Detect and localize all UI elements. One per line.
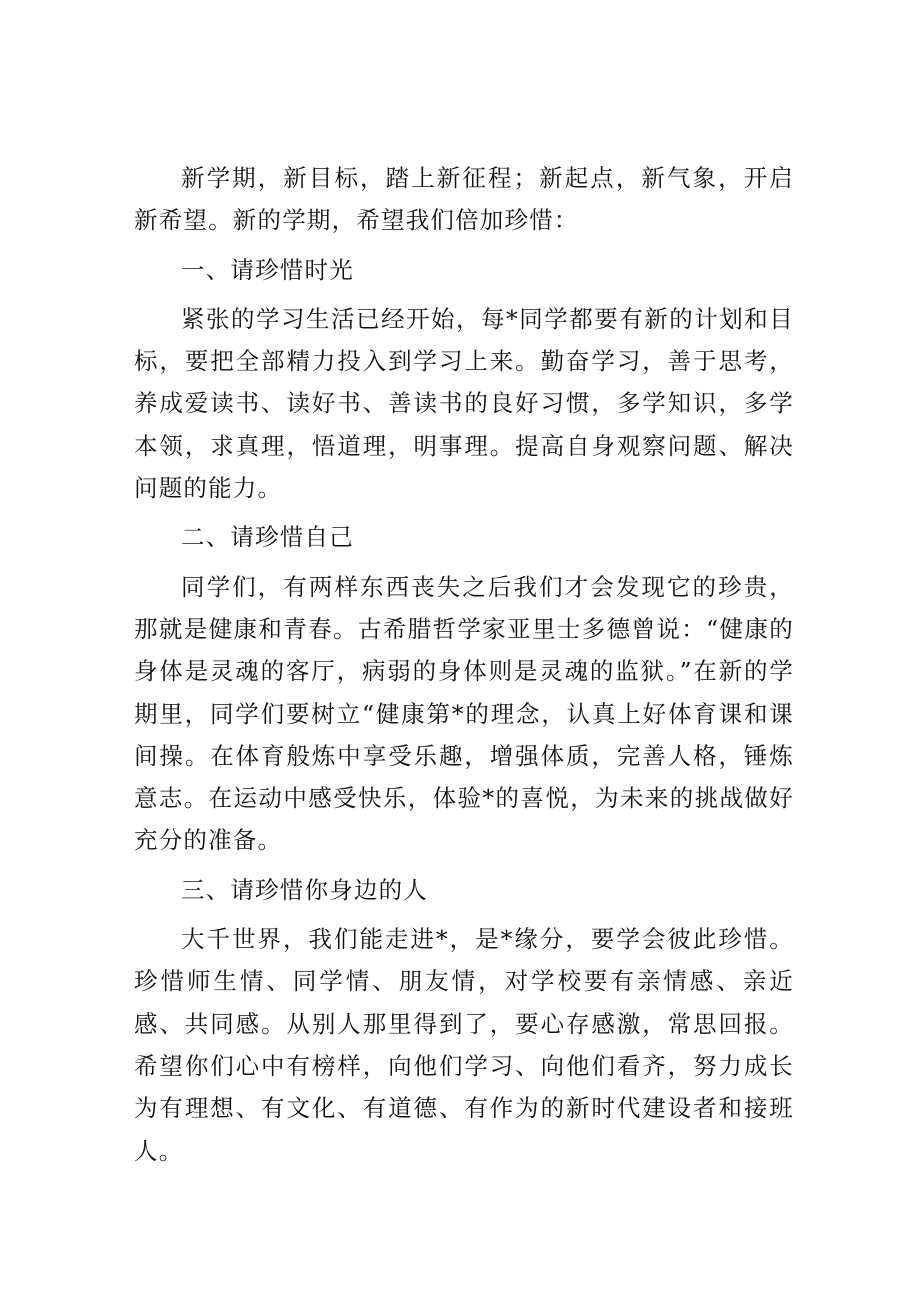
- section-heading-3: 三、请珍惜你身边的人: [181, 875, 428, 904]
- section-body-3: 大千世界，我们能走进*，是*缘分，要学会彼此珍惜。珍惜师生情、同学情、朋友情，对学校要有亲情感、亲近感、共同感。从别人那里得到了，要心存感激，常思回报。希望你们心中有榜样，向他们学习、向他们看齐，努力成长为有理想、有文化、有道德、有作为的新时代建设者和接班人。: [134, 925, 794, 1165]
- section-heading-1: 一、请珍惜时光: [181, 255, 354, 284]
- intro-paragraph: 新学期，新目标，踏上新征程；新起点，新气象，开启新希望。新的学期，希望我们倍加珍惜：: [134, 164, 794, 235]
- section-heading-2: 二、请珍惜自己: [181, 523, 354, 552]
- section-body-2: 同学们，有两样东西丧失之后我们才会发现它的珍贵，那就是健康和青春。古希腊哲学家亚里士多德曾说：“健康的身体是灵魂的客厅，病弱的身体则是灵魂的监狱。”在新的学期里，同学们要树立“健康第*的理念，认真上好体育课和课间操。在体育般炼中享受乐趣，增强体质，完善人格，锤炼意志。在运动中感受快乐，体验*的喜悦，为未来的挑战做好充分的准备。: [134, 572, 794, 855]
- document-body: [134, 157, 794, 1172]
- section-body-1: 紧张的学习生活已经开始，每*同学都要有新的计划和目标，要把全部精力投入到学习上来。勤奋学习，善于思考，养成爱读书、读好书、善读书的良好习惯，多学知识，多学本领，求真理，悟道理，明事理。提高自身观察问题、解决问题的能力。: [134, 304, 794, 503]
